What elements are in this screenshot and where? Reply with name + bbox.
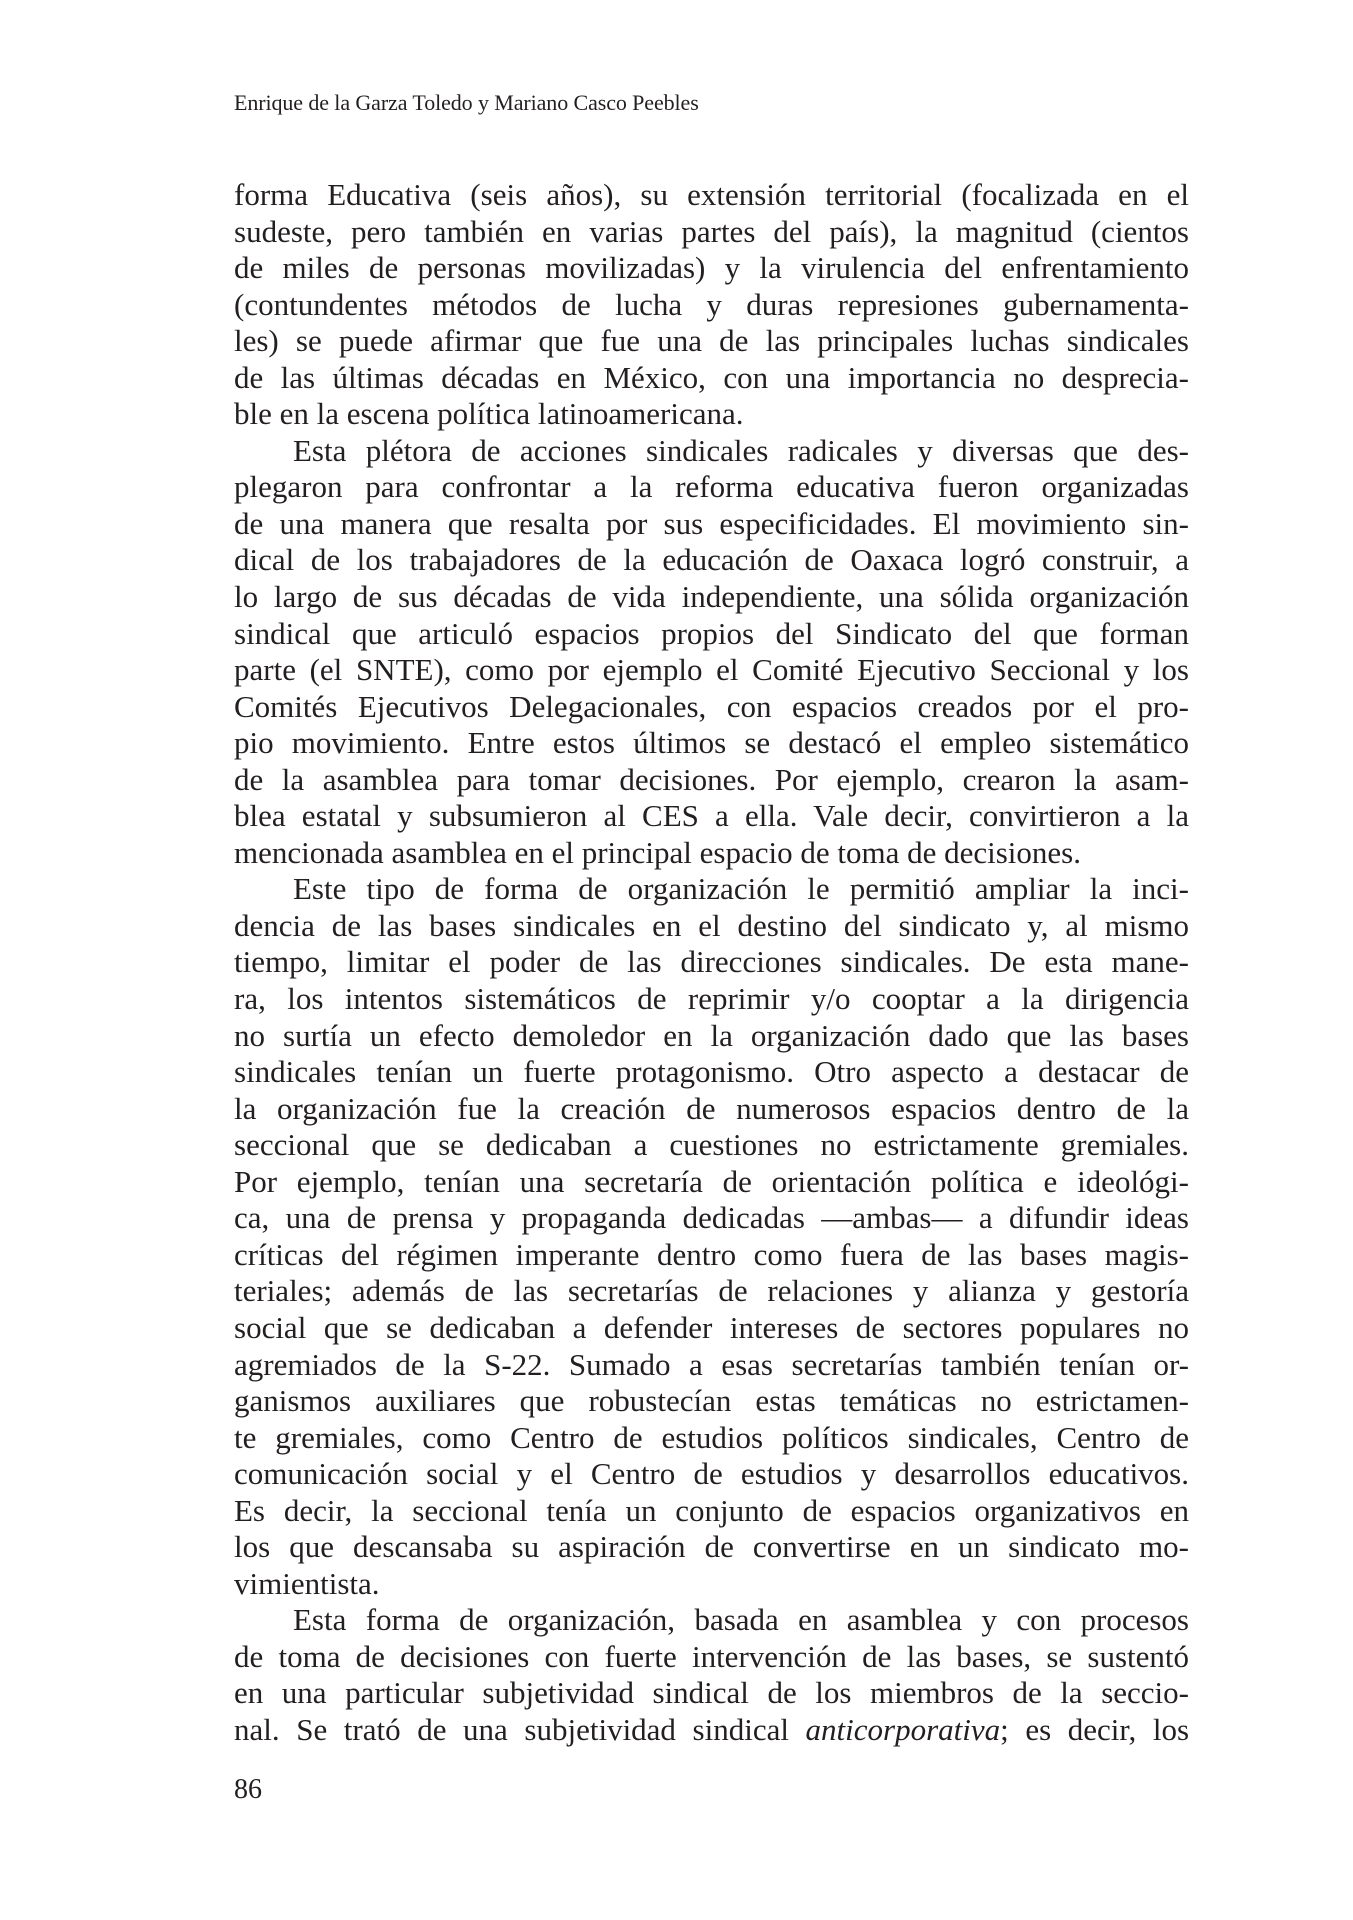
text-line-14: parte (el SNTE), como por ejemplo el Comité Ejecutivo Seccional y los [234, 652, 1189, 688]
text-line-31: teriales; además de las secretarías de relaciones y alianza y gestoría [234, 1273, 1189, 1309]
text-line-1: forma Educativa (seis años), su extensión territorial (focalizada en el [234, 177, 1189, 212]
text-line-22: tiempo, limitar el poder de las direcciones sindicales. De esta mane- [234, 944, 1189, 980]
running-head: Enrique de la Garza Toledo y Mariano Casco Peebles [234, 90, 699, 115]
text-line-24: no surtía un efecto demoledor en la organización dado que las bases [234, 1017, 1189, 1053]
text-line-21: dencia de las bases sindicales en el destino del sindicato y, al mismo [234, 907, 1189, 943]
text-line-30: críticas del régimen imperante dentro como fuera de las bases magis- [234, 1236, 1189, 1272]
text-line-39: vimientista. [234, 1565, 380, 1601]
text-line-16: pio movimiento. Entre estos últimos se destacó el empleo sistemático [234, 725, 1189, 761]
text-line-37: Es decir, la seccional tenía un conjunto de espacios organizativos en [234, 1492, 1189, 1528]
text-line-27: seccional que se dedicaban a cuestiones no estrictamente gremiales. [234, 1127, 1189, 1163]
text-line-12: lo largo de sus décadas de vida independiente, una sólida organización [234, 579, 1189, 615]
text-line-5: les) se puede afirmar que fue una de las principales luchas sindicales [234, 323, 1189, 359]
text-line-3: de miles de personas movilizadas) y la virulencia del enfrentamiento [234, 250, 1189, 286]
text-line-42: en una particular subjetividad sindical de los miembros de la seccio- [234, 1675, 1189, 1711]
text-line-8: Esta plétora de acciones sindicales radicales y diversas que des- [293, 432, 1189, 468]
text-line-26: la organización fue la creación de numerosos espacios dentro de la [234, 1090, 1189, 1126]
text-line-34: ganismos auxiliares que robustecían estas temáticas no estrictamen- [234, 1383, 1189, 1419]
text-line-2: sudeste, pero también en varias partes del país), la magnitud (cientos [234, 213, 1189, 249]
text-line-43 [234, 1712, 1189, 1749]
page-number: 86 [234, 1774, 262, 1805]
text-line-28: Por ejemplo, tenían una secretaría de orientación política e ideológi- [234, 1163, 1189, 1199]
text-line-9: plegaron para confrontar a la reforma educativa fueron organizadas [234, 469, 1189, 505]
text-line-35: te gremiales, como Centro de estudios políticos sindicales, Centro de [234, 1419, 1189, 1455]
text-line-4: (contundentes métodos de lucha y duras represiones gubernamenta- [234, 286, 1189, 322]
text-line-6: de las últimas décadas en México, con una importancia no desprecia- [234, 359, 1189, 395]
text-line-19: mencionada asamblea en el principal espacio de toma de decisiones. [234, 834, 1081, 870]
text-line-18: blea estatal y subsumieron al CES a ella. Vale decir, convirtieron a la [234, 798, 1189, 834]
text-line-33: agremiados de la S-22. Sumado a esas secretarías también tenían or- [234, 1346, 1189, 1382]
text-line-13: sindical que articuló espacios propios del Sindicato del que forman [234, 615, 1189, 651]
body-text [234, 177, 1189, 1749]
text-line-20: Este tipo de forma de organización le permitió ampliar la inci- [293, 871, 1189, 907]
text-line-29: ca, una de prensa y propaganda dedicadas —ambas— a difundir ideas [234, 1200, 1189, 1236]
text-line-10: de una manera que resalta por sus especificidades. El movimiento sin- [234, 505, 1189, 541]
text-line-15: Comités Ejecutivos Delegacionales, con espacios creados por el pro- [234, 688, 1189, 724]
text-line-7: ble en la escena política latinoamericana. [234, 396, 744, 432]
emphasized-term: anticorporativa [805, 1711, 1001, 1747]
text-line-11: dical de los trabajadores de la educación de Oaxaca logró construir, a [234, 542, 1189, 578]
final-line-end: ; es decir, los [1000, 1711, 1189, 1747]
final-line-start: nal. Se trató de una subjetividad sindical [234, 1711, 806, 1747]
text-line-40: Esta forma de organización, basada en asamblea y con procesos [293, 1602, 1189, 1638]
text-line-25: sindicales tenían un fuerte protagonismo. Otro aspecto a destacar de [234, 1054, 1189, 1090]
text-line-38: los que descansaba su aspiración de convertirse en un sindicato mo- [234, 1529, 1189, 1565]
text-line-23: ra, los intentos sistemáticos de reprimir y/o cooptar a la dirigencia [234, 981, 1189, 1017]
text-line-41: de toma de decisiones con fuerte intervención de las bases, se sustentó [234, 1638, 1189, 1674]
text-line-32: social que se dedicaban a defender intereses de sectores populares no [234, 1309, 1189, 1345]
text-line-36: comunicación social y el Centro de estudios y desarrollos educativos. [234, 1456, 1189, 1492]
text-line-17: de la asamblea para tomar decisiones. Por ejemplo, crearon la asam- [234, 761, 1189, 797]
